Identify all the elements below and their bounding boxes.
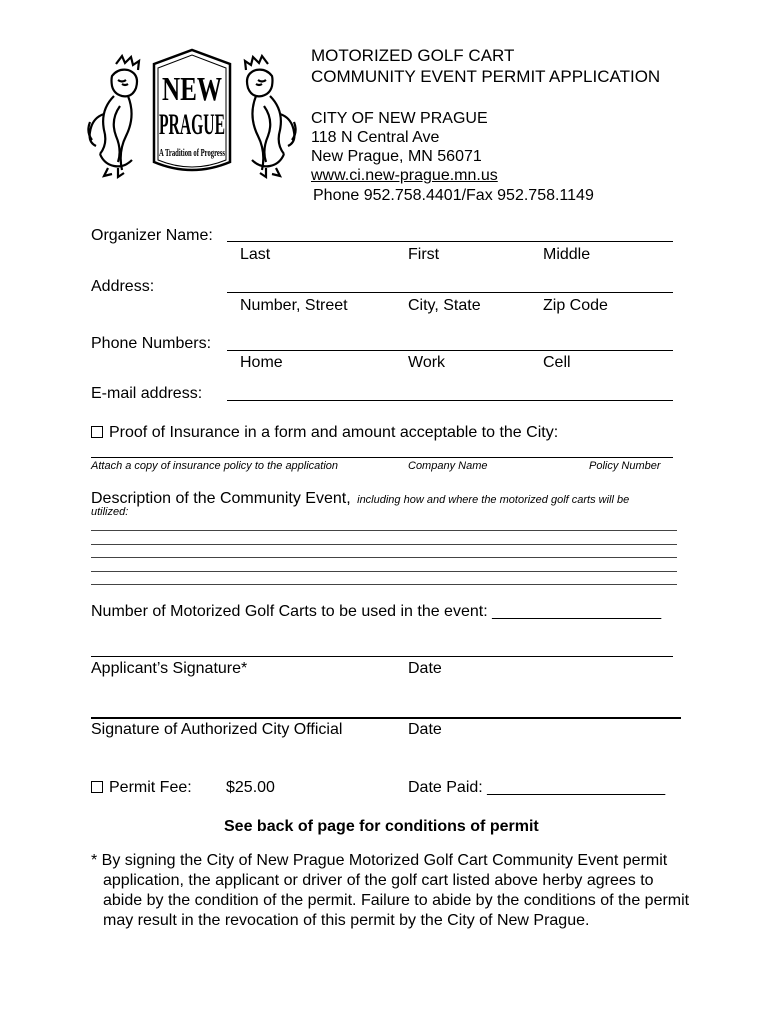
see-back-note: See back of page for conditions of permit [224, 818, 539, 835]
description-label: Description of the Community Event, [91, 490, 351, 507]
phone-field[interactable] [227, 350, 673, 351]
address-zip-label: Zip Code [543, 297, 608, 314]
applicant-signature-label: Applicant’s Signature* [91, 660, 248, 677]
email-label: E-mail address: [91, 385, 203, 402]
website-link[interactable]: www.ci.new-prague.mn.us [311, 167, 498, 184]
phone-work-label: Work [408, 354, 446, 371]
address-street-label: Number, Street [240, 297, 348, 314]
description-line-4[interactable] [91, 571, 677, 572]
official-signature-field[interactable] [91, 717, 681, 719]
city-state-zip: New Prague, MN 56071 [311, 148, 482, 165]
insurance-field[interactable] [91, 457, 673, 458]
svg-text:PRAGUE: PRAGUE [159, 108, 225, 141]
permit-fee-checkbox[interactable] [91, 781, 103, 793]
permit-fee-label: Permit Fee: [109, 779, 192, 796]
address-field[interactable] [227, 292, 673, 293]
applicant-signature-field[interactable] [91, 656, 673, 657]
description-line-3[interactable] [91, 557, 677, 558]
applicant-date-label: Date [408, 660, 442, 677]
description-heading [91, 489, 629, 508]
email-field[interactable] [227, 400, 673, 401]
insurance-row [91, 423, 558, 442]
official-signature-label: Signature of Authorized City Official [91, 721, 343, 738]
organizer-middle-label: Middle [543, 246, 591, 263]
description-line-2[interactable] [91, 544, 677, 545]
phone-home-label: Home [240, 354, 283, 371]
description-note-cont: utilized: [91, 506, 129, 518]
phone-label: Phone Numbers: [91, 335, 212, 352]
organizer-label: Organizer Name: [91, 227, 213, 244]
phone-cell-label: Cell [543, 354, 571, 371]
date-paid-field[interactable]: Date Paid: ____________________ [408, 779, 666, 796]
carts-label[interactable]: Number of Motorized Golf Carts to be used in the event: ___________________ [91, 603, 662, 620]
permit-fee-amount: $25.00 [226, 779, 275, 796]
description-note: including how and where the motorized golf carts will be [357, 494, 630, 506]
description-line-5[interactable] [91, 584, 677, 585]
city-logo [86, 44, 298, 190]
insurance-company-label: Company Name [408, 460, 488, 472]
signing-notice [91, 851, 691, 931]
right-lion-icon [245, 56, 296, 177]
signing-notice-text: * By signing the City of New Prague Motorized Golf Cart Community Event permit application, the applicant or driver of the golf cart listed above herby agrees to abide by the condition of the permit. Failure to abide by the conditions of the permit may result in the revocation of this permit by the City of New Prague. [91, 852, 690, 929]
phone-fax: Phone 952.758.4401/Fax 952.758.1149 [313, 187, 594, 204]
description-line-1[interactable] [91, 530, 677, 531]
svg-text:NEW: NEW [162, 71, 222, 108]
insurance-attach-note: Attach a copy of insurance policy to the application [91, 460, 339, 472]
organizer-field[interactable] [227, 241, 673, 242]
address-label: Address: [91, 278, 155, 295]
official-date-label: Date [408, 721, 442, 738]
city-name: CITY OF NEW PRAGUE [311, 110, 488, 127]
svg-text:A Tradition of Progress: A Tradition of Progress [159, 147, 226, 159]
address-city-label: City, State [408, 297, 481, 314]
organizer-last-label: Last [240, 246, 271, 263]
insurance-checkbox[interactable] [91, 426, 103, 438]
insurance-policy-label: Policy Number [589, 460, 661, 472]
form-title-line2: COMMUNITY EVENT PERMIT APPLICATION [311, 67, 661, 86]
permit-fee-row [91, 778, 192, 797]
form-title-line1: MOTORIZED GOLF CART [311, 46, 515, 65]
insurance-label: Proof of Insurance in a form and amount acceptable to the City: [109, 424, 559, 441]
street-address: 118 N Central Ave [311, 129, 440, 146]
organizer-first-label: First [408, 246, 440, 263]
left-lion-icon [88, 56, 139, 177]
